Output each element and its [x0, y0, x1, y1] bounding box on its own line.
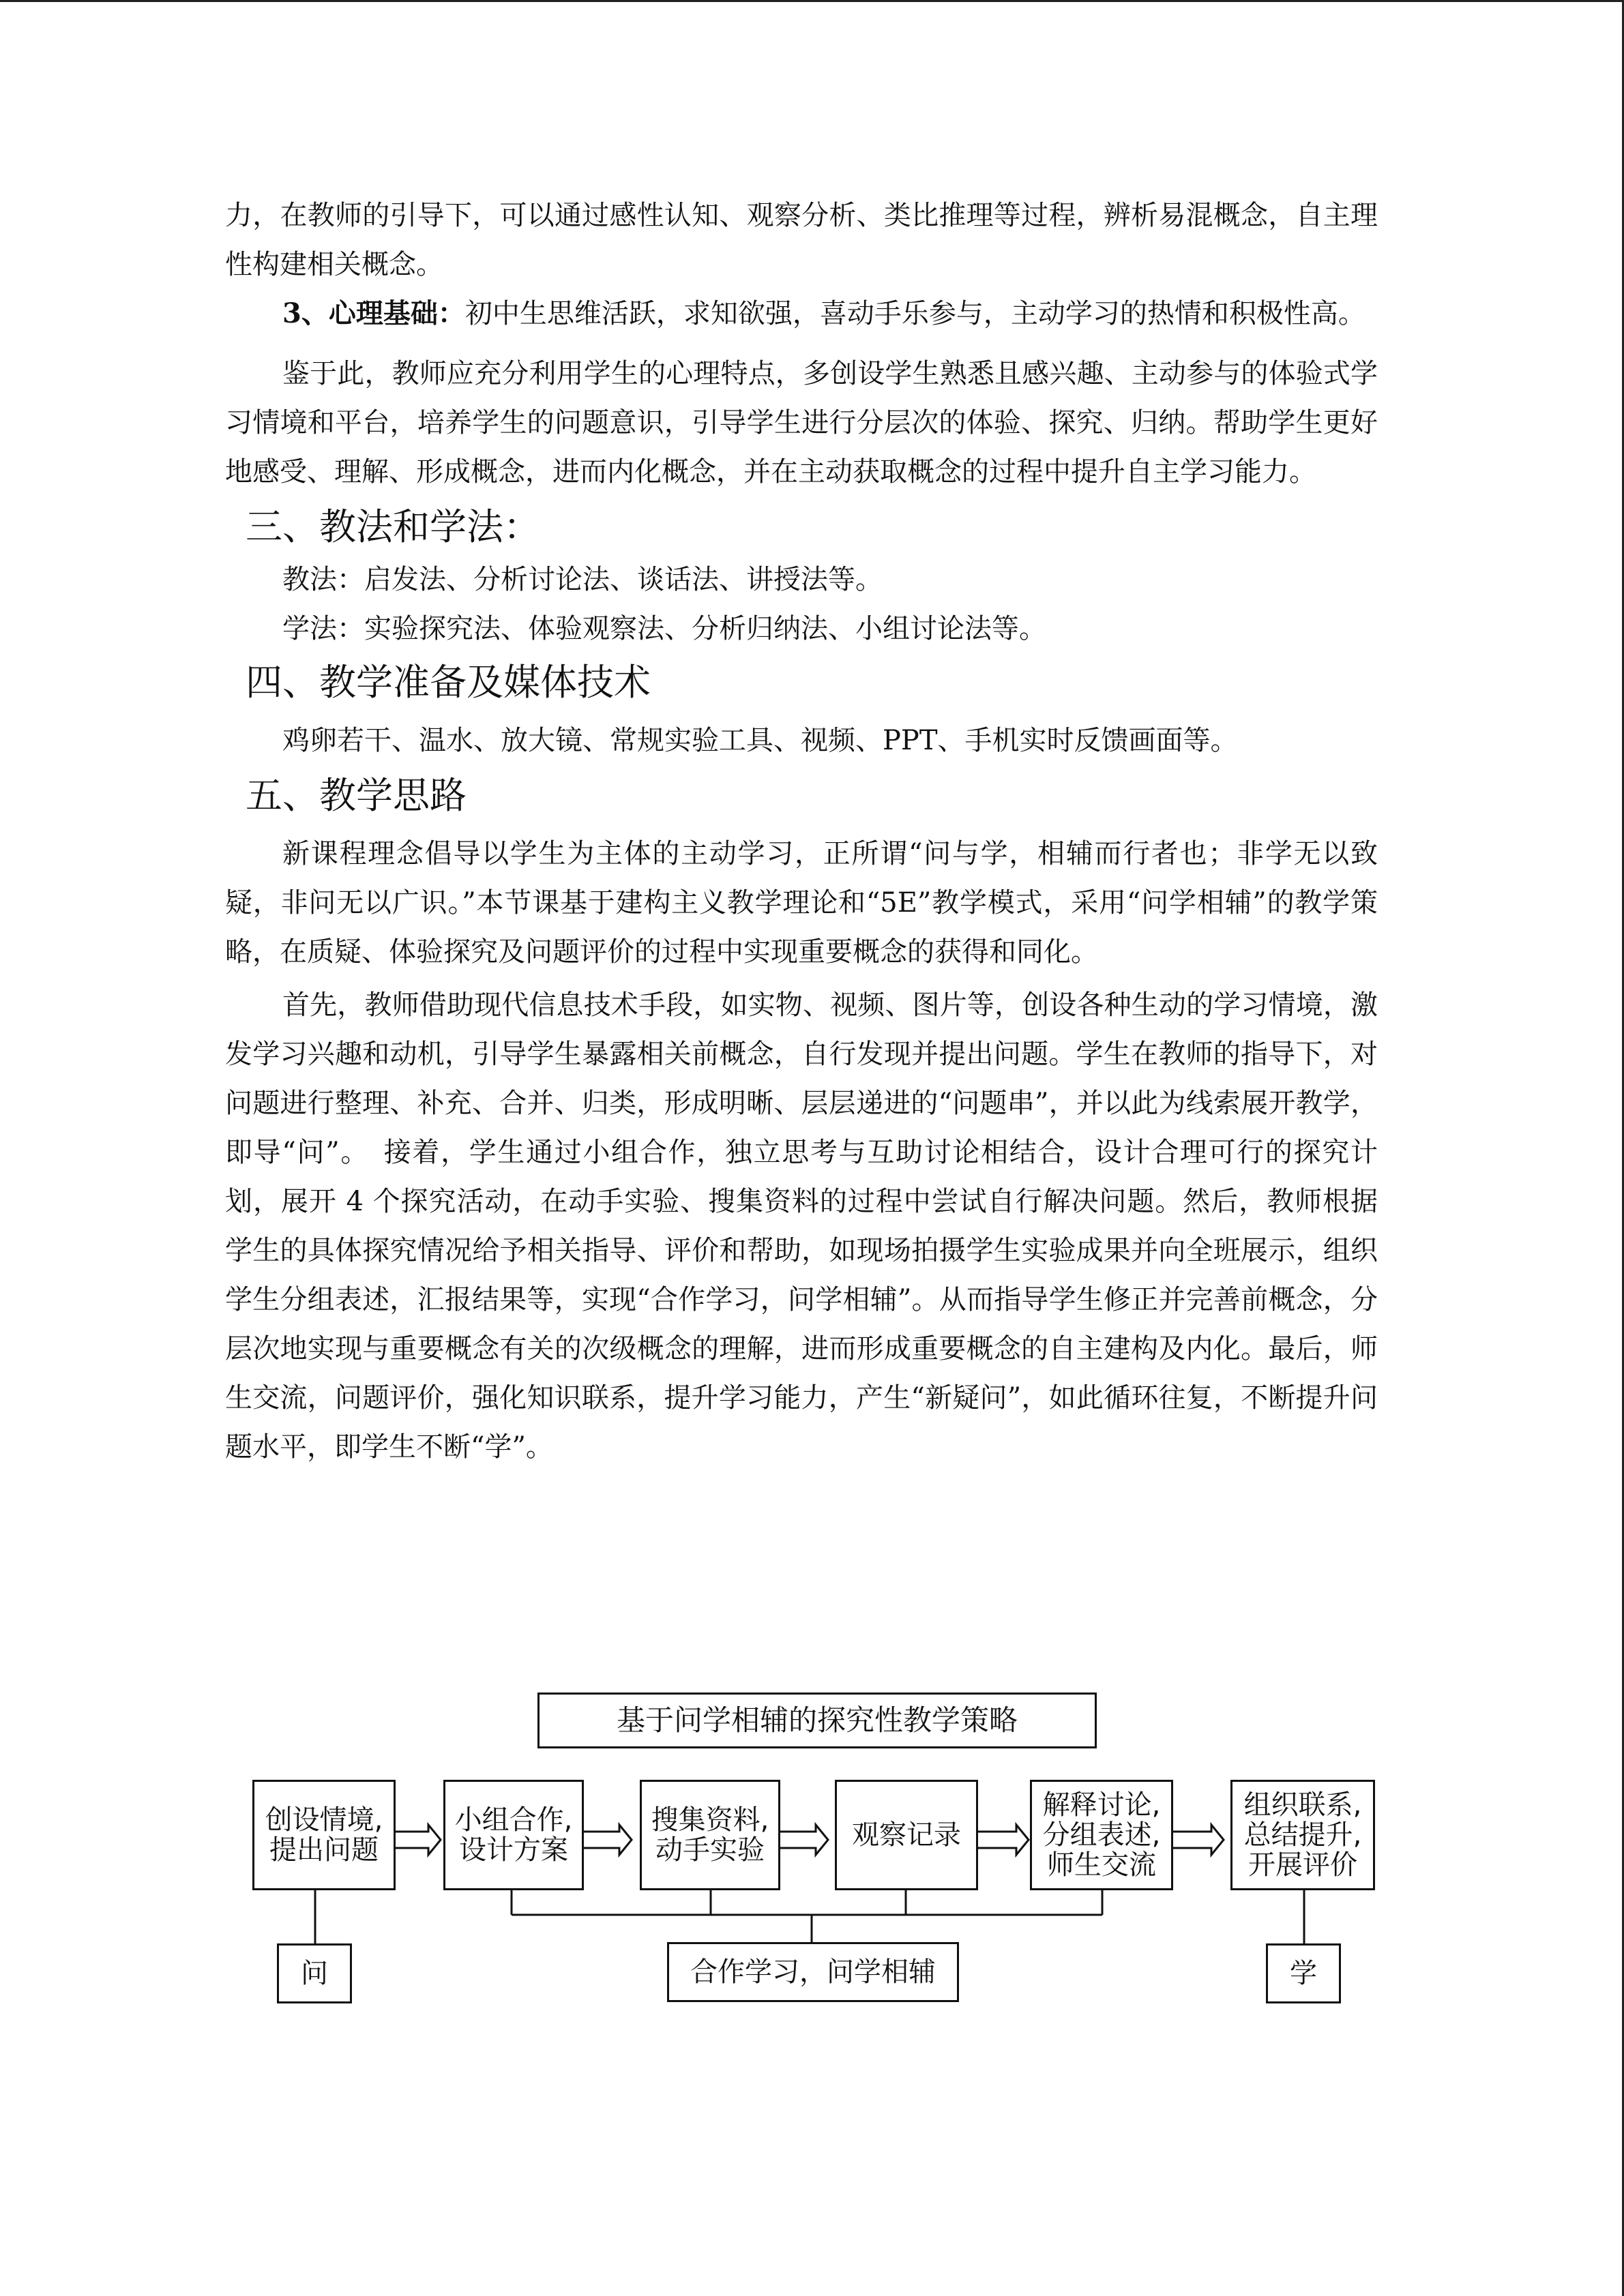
psychology-label: 3、心理基础： [282, 297, 465, 329]
arrow-5 [1172, 1825, 1224, 1855]
step-create-situation: 创设情境, 提出问题 [252, 1780, 396, 1890]
step-organize-evaluate: 组织联系, 总结提升, 开展评价 [1230, 1780, 1375, 1890]
step-group-design: 小组合作, 设计方案 [443, 1780, 584, 1890]
arrow-3 [776, 1825, 828, 1855]
step-collect-experiment: 搜集资料, 动手实验 [640, 1780, 780, 1890]
document-body [225, 191, 1378, 1472]
paragraph-ideas-detail: 首先，教师借助现代信息技术手段，如实物、视频、图片等，创设各种生动的学习情境，激发学习兴趣和动机，引导学生暴露相关前概念，自行发现并提出问题。学生在教师的指导下，对问题进行整理、补充、合并、归类，形成明晰、层层递进的“问题串”，并以此为线索展开教学，即导“问”。 接着，学生通过小组合作，独立思考与互助讨论相结合，设计合理可行的探究计划，展开 4 个探究活动，在动手实验、搜集资料的过程中尝试自行解决问题。然后，教师根据学生的具体探究情况给予相关指导、评价和帮助，如现场拍摄学生实验成果并向全班展示，组织学生分组表述，汇报结果等，实现“合作学习，问学相辅”。从而指导学生修正并完善前概念，分层次地实现与重要概念有关的次级概念的理解，进而形成重要概念的自主建构及内化。最后，师生交流，问题评价，强化知识联系，提升学习能力，产生“新疑问”，如此循环往复，不断提升问题水平，即学生不断“学”。 [225, 989, 1378, 1463]
step-explain-discuss: 解释讨论, 分组表述, 师生交流 [1030, 1780, 1173, 1890]
label-ask: 问 [277, 1943, 352, 2003]
psychology-text: 初中生思维活跃，求知欲强，喜动手乐参与，主动学习的热情和积极性高。 [464, 298, 1365, 329]
label-learn: 学 [1266, 1943, 1341, 2003]
heading-teaching-ideas: 五、教学思路 [246, 774, 467, 817]
arrow-2 [580, 1825, 632, 1855]
preparation-list: 鸡卵若干、温水、放大镜、常规实验工具、视频、PPT、手机实时反馈画面等。 [282, 725, 1238, 756]
arrow-4 [977, 1825, 1029, 1855]
heading-preparation: 四、教学准备及媒体技术 [246, 661, 651, 704]
paragraph-ideas-intro: 新课程理念倡导以学生为主体的主动学习，正所谓“问与学，相辅而行者也；非学无以致疑，非问无以广识。”本节课基于建构主义教学理论和“5E”教学模式，采用“问学相辅”的教学策略，在质疑、体验探究及问题评价的过程中实现重要概念的获得和同化。 [225, 838, 1378, 968]
step-observe-record: 观察记录 [835, 1780, 978, 1890]
paragraph-conclusion: 鉴于此，教师应充分利用学生的心理特点，多创设学生熟悉且感兴趣、主动参与的体验式学习情境和平台，培养学生的问题意识，引导学生进行分层次的体验、探究、归纳。帮助学生更好地感受、理解、形成概念，进而内化概念，并在主动获取概念的过程中提升自主学习能力。 [225, 358, 1378, 488]
flowchart-title: 基于问学相辅的探究性教学策略 [537, 1693, 1097, 1748]
page-top-border [0, 0, 1624, 2]
label-cooperative-learning: 合作学习，问学相辅 [667, 1942, 959, 2002]
strategy-flowchart [239, 1684, 1378, 2005]
teaching-methods: 教法：启发法、分析讨论法、谈话法、讲授法等。 [282, 564, 883, 595]
arrow-1 [389, 1825, 441, 1855]
heading-methods: 三、教法和学法： [246, 505, 540, 548]
paragraph-continuation: 力，在教师的引导下，可以通过感性认知、观察分析、类比推理等过程，辨析易混概念，自主理性构建相关概念。 [225, 200, 1378, 280]
learning-methods: 学法：实验探究法、体验观察法、分析归纳法、小组讨论法等。 [282, 613, 1046, 644]
paragraph-psychology [225, 289, 1378, 338]
